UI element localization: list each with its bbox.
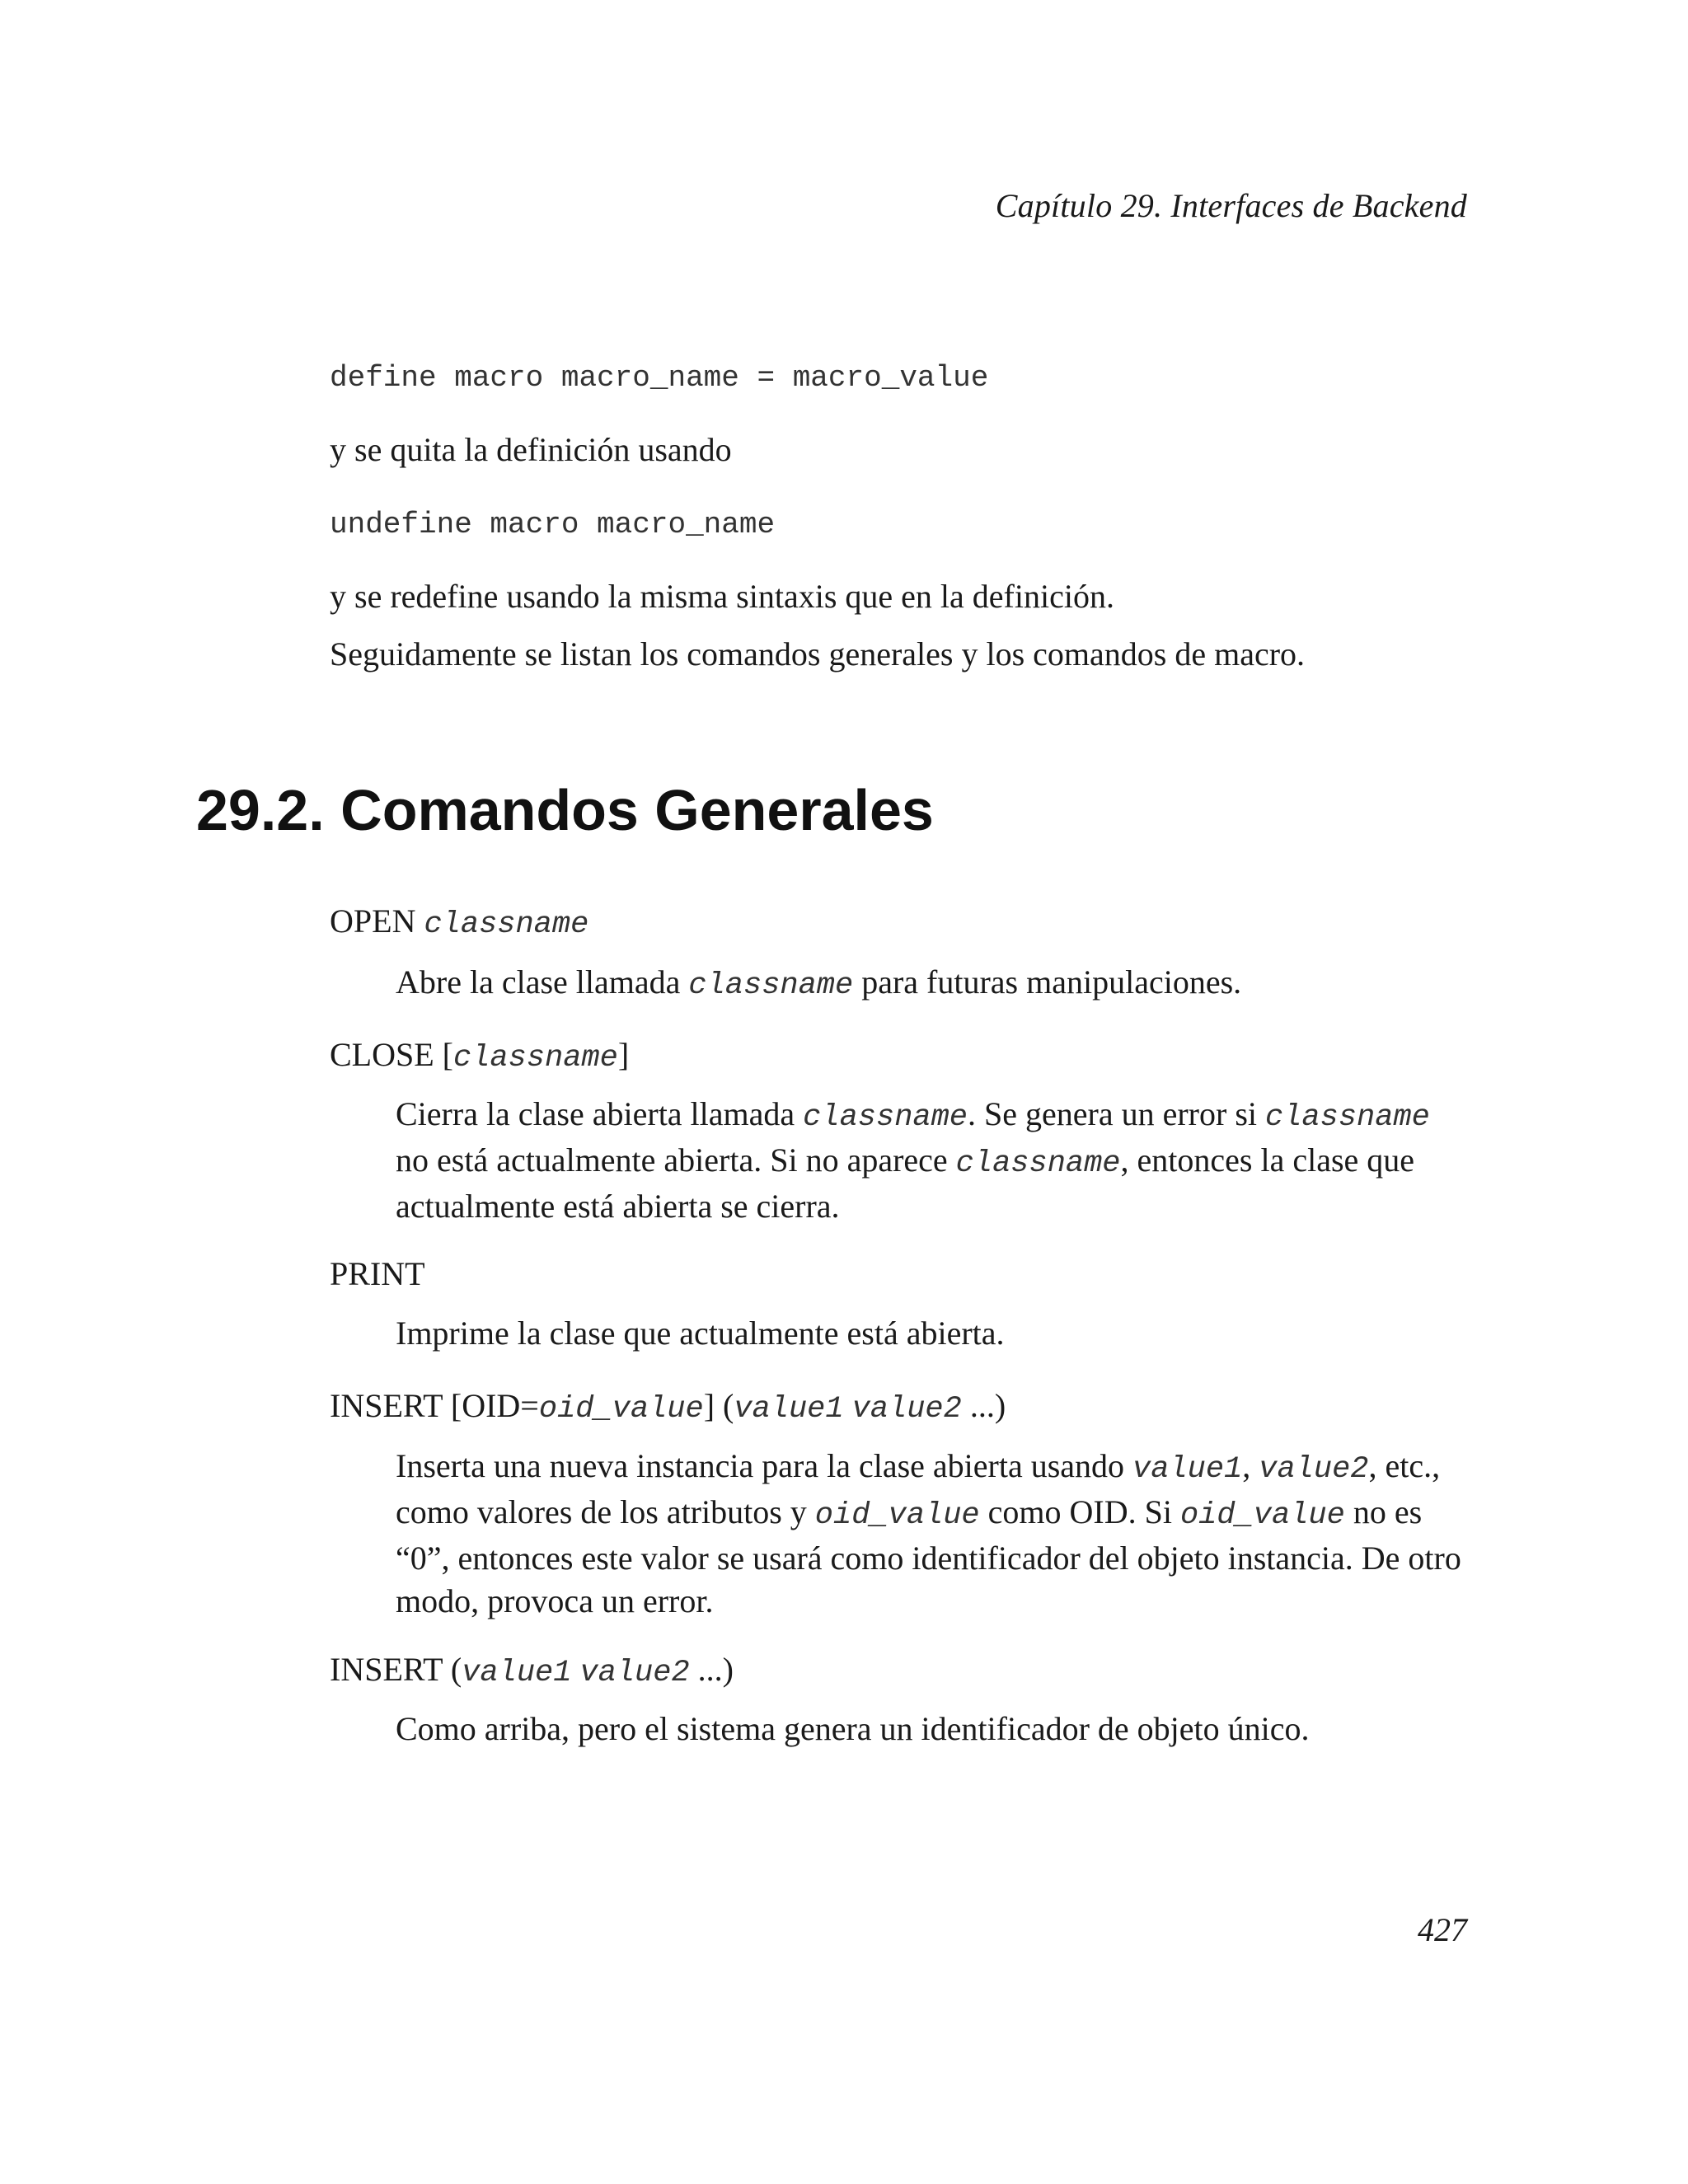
term-open xyxy=(330,902,588,942)
term-close-keyword: CLOSE [ xyxy=(330,1036,453,1073)
code-define-macro: define macro macro_name = macro_value xyxy=(330,361,989,395)
def-close-6: classname xyxy=(955,1146,1121,1181)
term-close-arg: classname xyxy=(453,1041,618,1076)
def-close-1: Cierra la clase abierta llamada xyxy=(396,1095,795,1132)
term-close-bracket: ] xyxy=(617,1036,630,1073)
def-insert-oid-8: oid_value xyxy=(1179,1498,1345,1533)
def-insert-oid-1: Inserta una nueva instancia para la clase abierta usando xyxy=(396,1447,1125,1484)
term-insert xyxy=(330,1650,734,1690)
term-insert-oid-4: value1 xyxy=(734,1392,844,1427)
def-close-3: . Se genera un error si xyxy=(968,1095,1257,1132)
def-open-post: para futuras manipulaciones. xyxy=(861,963,1242,1001)
def-close-4: classname xyxy=(1265,1100,1430,1135)
def-close-7: , entonces la clase que actualmente está abierta se cierra. xyxy=(396,1141,1415,1225)
def-insert-oid-6: oid_value xyxy=(814,1498,980,1533)
intro-text-1: y se quita la definición usando xyxy=(330,431,732,468)
term-insert-oid xyxy=(330,1386,1006,1427)
page-number: 427 xyxy=(1418,1911,1467,1948)
term-open-keyword: OPEN xyxy=(330,902,416,940)
def-insert-oid-4: value2 xyxy=(1259,1452,1369,1487)
term-insert-oid-3: ] ( xyxy=(703,1387,734,1424)
def-insert: Como arriba, pero el sistema genera un identificador de objeto único. xyxy=(396,1710,1310,1747)
term-insert-4: ...) xyxy=(697,1651,734,1688)
def-insert-oid-9: no es “0”, entonces este valor se usará como identificador del objeto instancia. De otro modo, provoca un error. xyxy=(396,1493,1461,1619)
def-insert-oid-7: como OID. Si xyxy=(987,1493,1172,1530)
term-insert-2: value1 xyxy=(462,1656,572,1690)
intro-text-2: y se redefine usando la misma sintaxis que en la definición. xyxy=(330,578,1114,615)
term-open-arg: classname xyxy=(424,907,589,942)
running-header: Capítulo 29. Interfaces de Backend xyxy=(995,187,1467,224)
term-insert-oid-1: INSERT [OID= xyxy=(330,1387,539,1424)
def-open-pre: Abre la clase llamada xyxy=(396,963,681,1001)
def-print: Imprime la clase que actualmente está abierta. xyxy=(396,1315,1005,1352)
def-insert-oid-3: , xyxy=(1242,1447,1251,1484)
intro-text-3: Seguidamente se listan los comandos generales y los comandos de macro. xyxy=(330,635,1306,673)
term-close xyxy=(330,1035,629,1076)
code-undefine-macro: undefine macro macro_name xyxy=(330,508,776,541)
def-open xyxy=(396,961,1467,1007)
term-insert-3: value2 xyxy=(579,1656,690,1690)
section-title: 29.2. Comandos Generales xyxy=(196,778,934,842)
term-insert-1: INSERT ( xyxy=(330,1651,462,1688)
def-open-arg: classname xyxy=(688,968,854,1003)
def-insert-oid xyxy=(396,1445,1467,1623)
def-close xyxy=(396,1093,1467,1228)
def-close-2: classname xyxy=(803,1100,968,1135)
def-insert-oid-2: value1 xyxy=(1132,1452,1243,1487)
term-print: PRINT xyxy=(330,1255,425,1292)
def-insert-oid-5: , etc., como valores de los atributos y xyxy=(396,1447,1441,1530)
term-insert-oid-5: value2 xyxy=(851,1392,962,1427)
term-insert-oid-6: ...) xyxy=(969,1387,1006,1424)
def-close-5: no está actualmente abierta. Si no aparece xyxy=(396,1141,948,1179)
term-insert-oid-2: oid_value xyxy=(538,1392,704,1427)
